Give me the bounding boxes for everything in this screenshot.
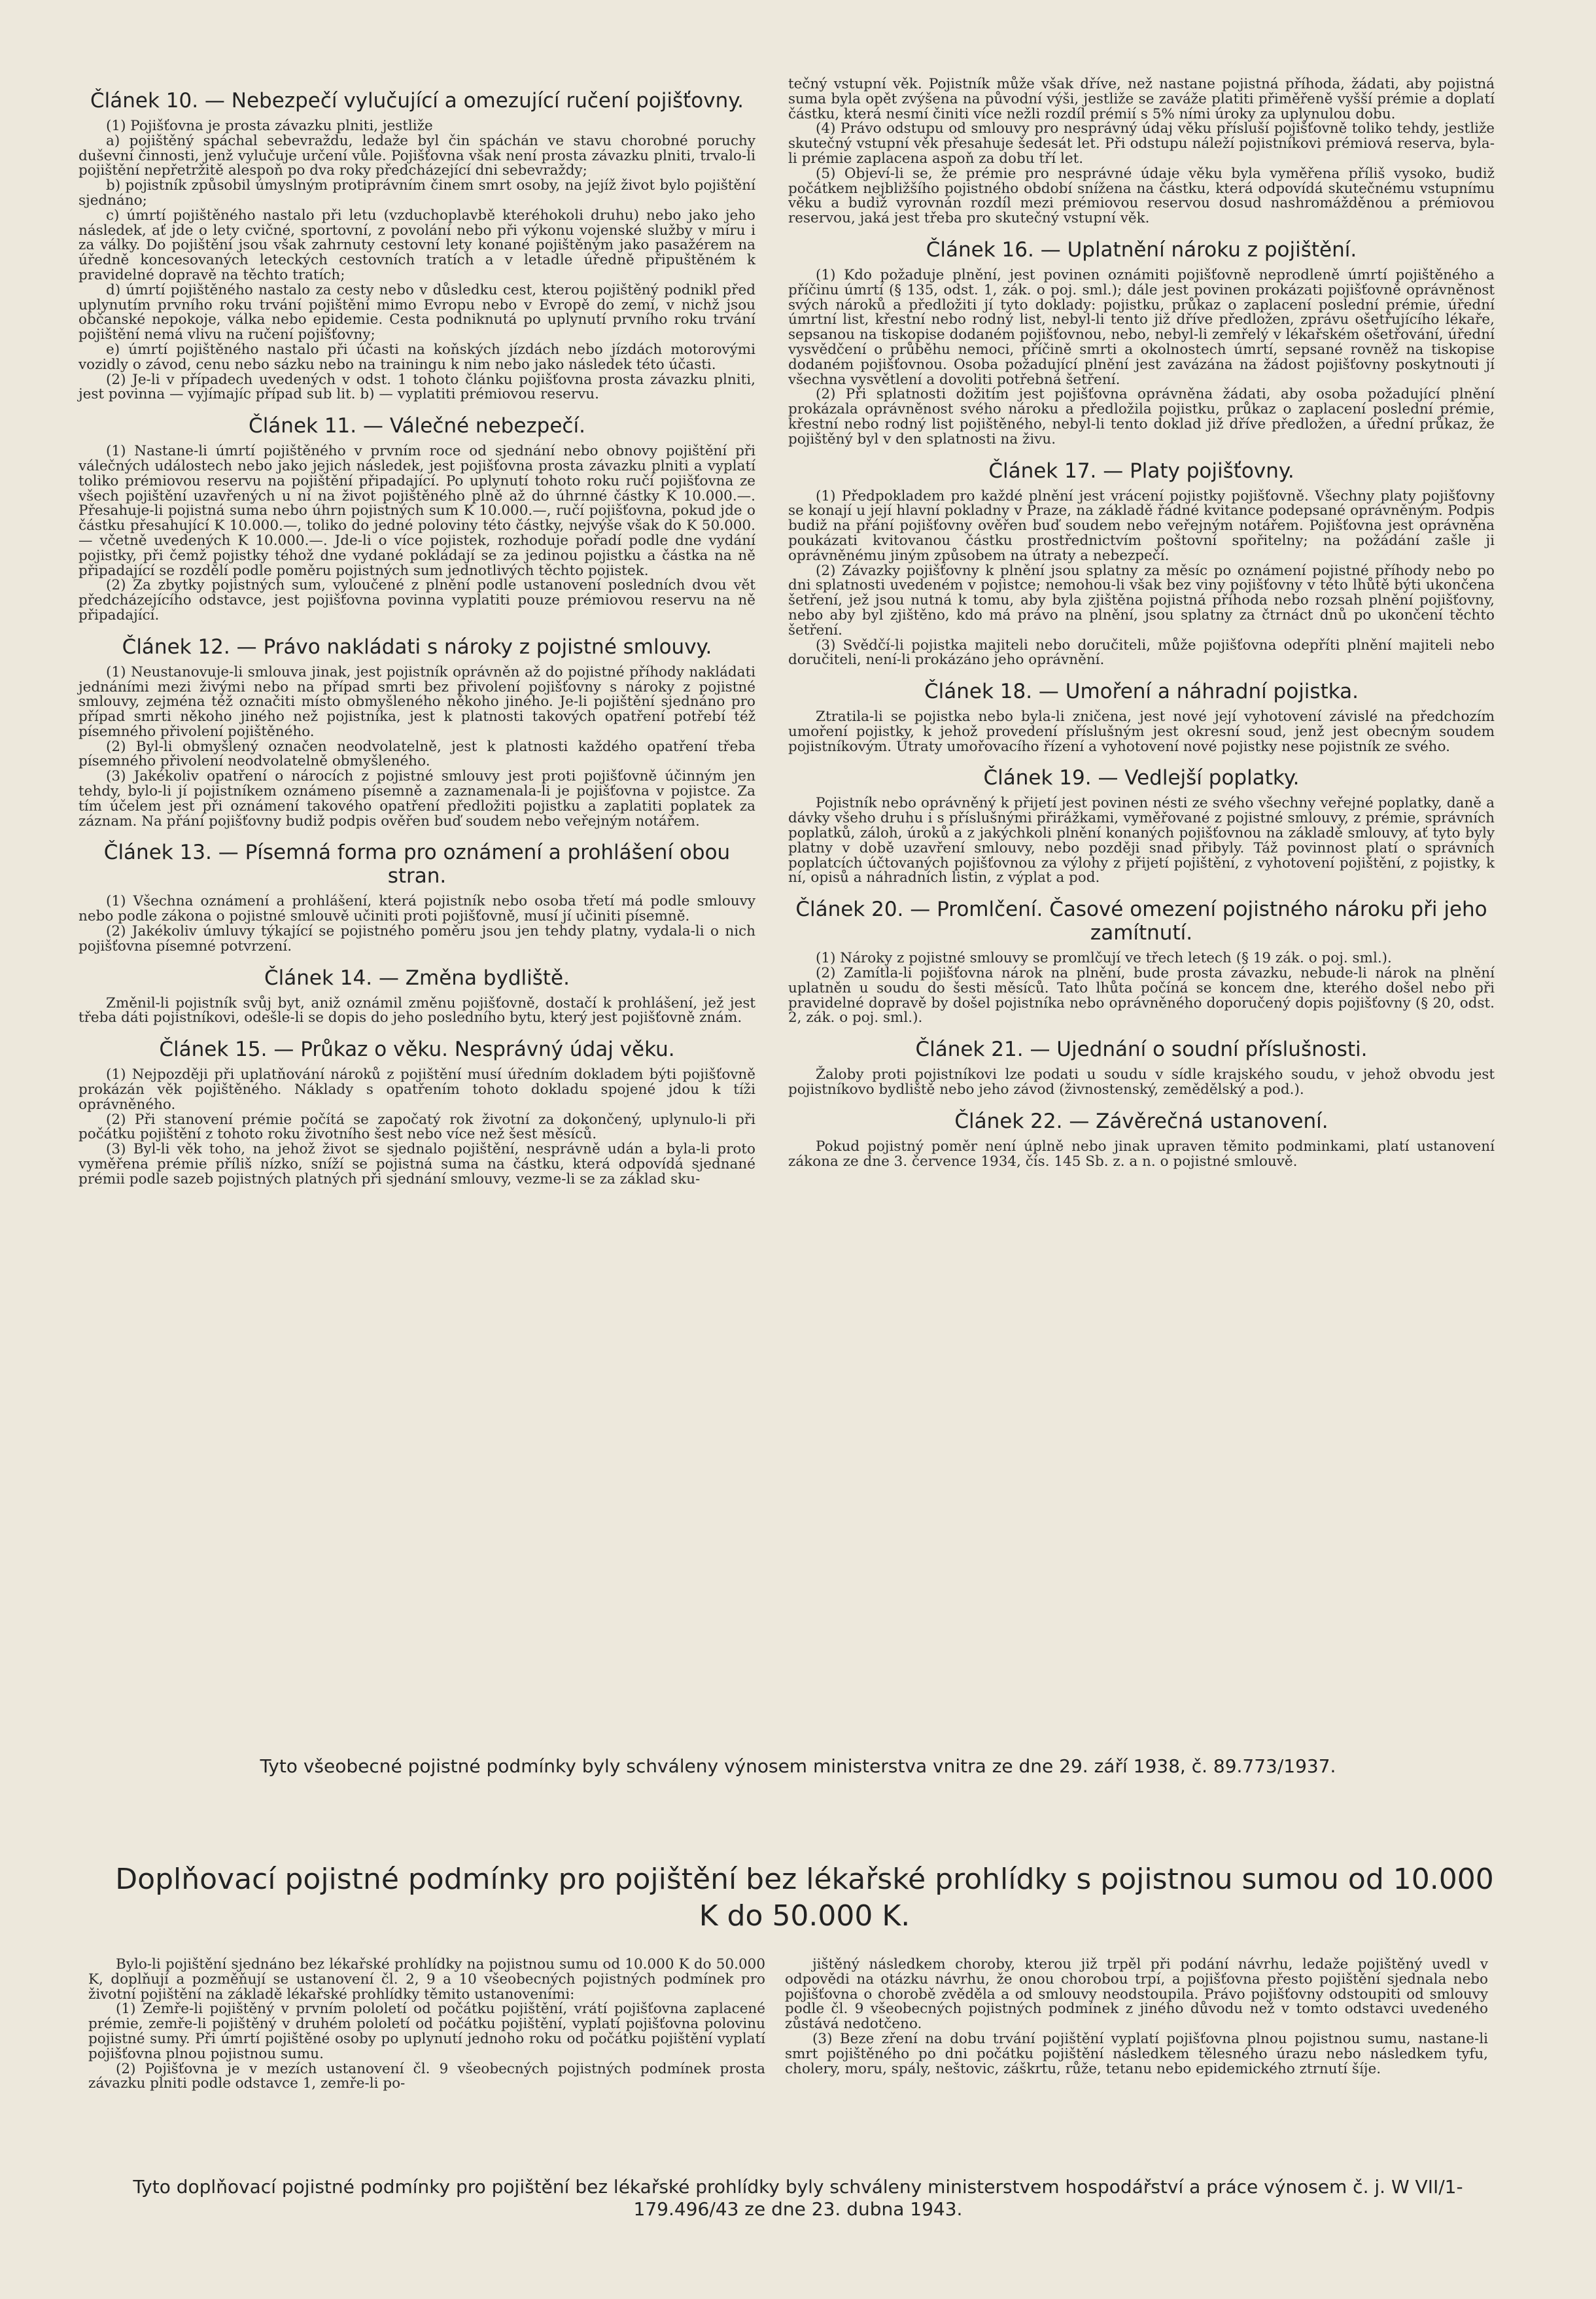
article-paragraph: (1) Nejpozději při uplatňování nároků z pojištění musí úředním dokladem býti pojišťovně prokázán věk pojištěného. Náklady s opatřením tohoto dokladu spojené jdou k tíži oprávněného. bbox=[78, 1066, 755, 1113]
article-paragraph: (1) Pojišťovna je prosta závazku plniti, jestliže bbox=[106, 118, 433, 134]
supplementary-paragraph: (3) Beze zření na dobu trvání pojištění vyplatí pojišťovna plnou pojistnou sumu, nastane-li smrt pojištěného po dni počátku pojištění následkem tělesného úrazu nebo následkem tyfu, cholery, moru, spály, neštovic, záškrtu, růže, tetanu nebo epidemického ztrnutí šíje. bbox=[785, 2030, 1488, 2077]
article-paragraph: (3) Jakékoliv opatření o nárocích z pojistné smlouvy jest proti pojišťovně účinným jen tehdy, bylo-li jí pojistníkem oznámeno písemně a zaznamenala-li je pojišťovna v pojistce. Za tím účelem jest při oznámení takového opatření předložiti pojistku a zaplatiti poplatek za záznam. Na přání pojišťovny budiž podpis ověřen buď soudem nebo veřejným notářem. bbox=[78, 768, 755, 830]
article-heading: Článek 11. — Válečné nebezpečí. bbox=[249, 414, 585, 438]
article-paragraph: (1) Předpokladem pro každé plnění jest vrácení pojistky pojišťovně. Všechny platy pojišťovny se konají u její hlavní pokladny v Praze, na základě řádné kvitance podepsané oprávněným. Podpis budiž na přání pojišťovny ověřen buď soudem nebo veřejným notářem. Pojišťovna jest oprávněna poukázati kvitovanou částku prostřednictvím poštovní spořitelny; na požádání zašle ji oprávněnému jiným způsobem na útraty a nebezpečí. bbox=[788, 487, 1495, 564]
article-heading: Článek 12. — Právo nakládati s nároky z pojistné smlouvy. bbox=[122, 635, 712, 659]
article-heading: Článek 17. — Platy pojišťovny. bbox=[988, 459, 1294, 483]
left-column bbox=[78, 77, 755, 1187]
article-paragraph: (2) Je-li v případech uvedených v odst. 1 tohoto článku pojišťovna prosta závazku plniti, jest povinna — vyjímajíc případ sub lit. b) — vyplatiti prémiovou reservu. bbox=[78, 371, 755, 403]
article-paragraph: (1) Kdo požaduje plnění, jest povinen oznámiti pojišťovně neprodleně úmrtí pojištěného a příčinu úmrtí (§ 135, odst. 1, zák. o poj. sml.); dále jest povinen prokázati pojišťovně oprávněnost svých nároků a předložiti jí tyto doklady: pojistku, průkaz o zaplacení poslední prémie, úřední úmrtní list, křestní nebo rodný list, nebyl-li tento již dříve předložen, zprávu ošetřujícího lékaře, sepsanou na tiskopise dodaném pojišťovnou, nebo, nebyl-li zemřelý v lékařském ošetřování, úřední vysvědčení o průběhu nemoci, příčině smrti a okolnostech úmrtí, sepsané rovněž na tiskopise dodaném pojišťovnou. Osoba požadující plnění jest zavázána na žádost pojišťovny poskytnouti jí všechna vysvětlení a dovoliti potřebná šetření. bbox=[788, 266, 1495, 388]
article-heading: Článek 13. — Písemná forma pro oznámení a prohlášení obou stran. bbox=[103, 841, 731, 888]
article-paragraph: Ztratila-li se pojistka nebo byla-li zničena, jest nové její vyhotovení závislé na předchozím umoření pojistky, k jehož provedení příslušným jest okresní soud, jenž jest obecným soudem pojistníkovým. Útraty umořovacího řízení a vyhotovení nové pojistky nese pojistník ze svého. bbox=[788, 709, 1495, 755]
general-conditions-approval-note: Tyto všeobecné pojistné podmínky byly schváleny výnosem ministerstva vnitra ze dne 29. září 1938, č. 89.773/1937. bbox=[260, 1755, 1336, 1777]
supplementary-paragraph: jištěný následkem choroby, kterou již trpěl při podání návrhu, ledaže pojištěný uvedl v odpovědi na otázku návrhu, že onou chorobou trpí, a pojišťovna přesto pojištění sjednala nebo pojišťovna o chorobě zvěděla a od smlouvy neodstoupila. Právo pojišťovny odstoupiti od smlouvy podle čl. 9 všeobecných pojistných podmínek z jiného důvodu než v tomto odstavci uvedeného zůstává nedotčeno. bbox=[785, 1956, 1488, 2033]
article-heading: Článek 10. — Nebezpečí vylučující a omezující ručení pojišťovny. bbox=[90, 89, 744, 113]
article-heading: Článek 15. — Průkaz o věku. Nesprávný údaj věku. bbox=[159, 1038, 675, 1062]
article-paragraph: e) úmrtí pojištěného nastalo při účasti na koňských jízdách nebo jízdách motorovými vozidly o závod, cenu nebo sázku nebo na trainingu k nim nebo jako následek této účasti. bbox=[78, 341, 755, 373]
article-paragraph: Pojistník nebo oprávněný k přijetí jest povinen nésti ze svého všechny veřejné poplatky, daně a dávky všeho druhu i s příslušnými přirážkami, vyměřované z pojistné smlouvy, z prémie, správních poplatků, záloh, úroků a z jakýchkoli plnění konaných pojišťovnou na základě smlouvy, ať tyto byly platny v době uzavření smlouvy, nebo později snad přibyly. Táž povinnost platí o správních poplatcích účtovaných pojišťovnou za výlohy z přijetí pojištění, z vyhotovení pojištění, z pojistky, k ní, opisů a náhradních listin, z výplat a pod. bbox=[788, 795, 1495, 886]
article-paragraph: b) pojistník způsobil úmyslným protiprávním činem smrt osoby, na jejíž život bylo pojištění sjednáno; bbox=[78, 177, 755, 209]
article-paragraph: (2) Jakékoliv úmluvy týkající se pojistného poměru jsou jen tehdy platny, vydala-li o nich pojišťovna písemné potvrzení. bbox=[78, 923, 755, 955]
article-paragraph: (2) Zamítla-li pojišťovna nárok na plnění, bude prosta závazku, nebude-li nárok na plnění uplatněn u soudu do šesti měsíců. Tato lhůta počíná se koncem dne, kterého došel nebo při pravidelné dopravě by došel pojistníka nebo oprávněného doporučený dopis pojišťovny (§ 20, odst. 2, zák. o poj. sml.). bbox=[788, 965, 1495, 1027]
article-paragraph: (1) Nároky z pojistné smlouvy se promlčují ve třech letech (§ 19 zák. o poj. sml.). bbox=[816, 950, 1392, 967]
supplementary-conditions-title: Doplňovací pojistné podmínky pro pojištění bez lékařské prohlídky s pojistnou sumou od 10.000 K do 50.000 K. bbox=[115, 1863, 1494, 1933]
article-heading: Článek 22. — Závěrečná ustanovení. bbox=[954, 1109, 1328, 1133]
article-paragraph: (2) Závazky pojišťovny k plnění jsou splatny za měsíc po oznámení pojistné příhody nebo po dni splatnosti uvedeném v pojistce; nemohou-li však bez viny pojišťovny v této lhůtě býti ukončena šetření, jež jsou nutná k tomu, aby byla zjištěna pojistná příhoda nebo rozsah plnění pojišťovny, nebo aby byl zjištěno, kdo má právo na plnění, jsou splatny za čtrnáct dnů po ukončení těchto šetření. bbox=[788, 562, 1495, 639]
article-heading: Článek 14. — Změna bydliště. bbox=[264, 966, 570, 990]
article-paragraph: tečný vstupní věk. Pojistník může však dříve, než nastane pojistná příhoda, žádati, aby pojistná suma byla opět zvýšena na původní výši, jestliže se zaváže platiti přiměřeně vyšší prémie a doplatí částku, která nesmí činiti více nežli rozdíl prémií s 5% ními úroky za uplynulou dobu. bbox=[788, 76, 1495, 122]
article-paragraph: (1) Nastane-li úmrtí pojištěného v prvním roce od sjednání nebo obnovy pojištění při válečných událostech nebo jako jejich následek, jest pojišťovna prosta závazku plniti a vyplatí toliko prémiovou reservu na pojištění připadající. Po uplynutí tohoto roku ručí pojišťovna ze všech pojištění uzavřených u ní na život pojištěného plně až do úhrnné částky K 10.000.—. Přesahuje-li pojistná suma nebo úhrn pojistných sum K 10.000.—, ručí pojišťovna, pokud jde o částku přesahující K 10.000.—, toliko do jedné poloviny této částky, nejvýše však do K 50.000.— včetně uvedených K 10.000.—. Jde-li o více pojistek, rozhoduje pořadí podle dne vydání pojistky, při čemž pojistky téhož dne vydané pokládají se za jedinou pojistku a částka na ně připadající se rozdělí podle poměru pojistných sum jednotlivých těchto pojistek. bbox=[78, 443, 755, 579]
supplementary-paragraph: Bylo-li pojištění sjednáno bez lékařské prohlídky na pojistnou sumu od 10.000 K do 50.000 K, doplňují a pozměňují se ustanovení čl. 2, 9 a 10 všeobecných pojistných podmínek pro životní pojištění na základě lékařské prohlídky těmito ustanoveními: bbox=[88, 1956, 765, 2003]
article-paragraph: Žaloby proti pojistníkovi lze podati u soudu v sídle krajského soudu, v jehož obvodu jest pojistníkovo bydliště nebo jeho závod (živnostenský, zemědělský a pod.). bbox=[788, 1066, 1495, 1098]
supplementary-right-column bbox=[785, 1957, 1488, 2077]
article-paragraph: (2) Při splatnosti dožitím jest pojišťovna oprávněna žádati, aby osoba požadující plnění prokázala oprávněnost svého nároku a předložila pojistku, průkaz o zaplacení poslední prémie, křestní nebo rodný list pojištěného, nebyl-li tento doklad již dříve předložen, a úřední průkaz, že pojištěný byl v den splatnosti na živu. bbox=[788, 386, 1495, 448]
article-heading: Článek 20. — Promlčení. Časové omezení pojistného nároku při jeho zamítnutí. bbox=[795, 898, 1487, 945]
article-paragraph: (1) Všechna oznámení a prohlášení, která pojistník nebo osoba třetí má podle smlouvy nebo podle zákona o pojistné smlouvě učiniti proti pojišťovně, musí jí učiniti písemně. bbox=[78, 893, 755, 925]
article-paragraph: Změnil-li pojistník svůj byt, aniž oznámil změnu pojišťovně, dostačí k prohlášení, jež jest třeba dáti pojistníkovi, odešle-li se dopis do jeho posledního bytu, který jest pojišťovně znám. bbox=[78, 994, 755, 1027]
article-paragraph: d) úmrtí pojištěného nastalo za cesty nebo v důsledku cest, kterou pojištěný podnikl před uplynutím prvního roku trvání pojištění mimo Evropu nebo v Evropě do zemí, v nichž jsou občanské nepokoje, válka nebo epidemie. Cesta podniknutá po uplynutí prvního roku trvání pojištění nemá vlivu na ručení pojišťovny; bbox=[78, 281, 755, 343]
supplementary-paragraph: (2) Pojišťovna je v mezích ustanovení čl. 9 všeobecných pojistných podmínek prosta závazku plniti podle odstavce 1, zemře-li po- bbox=[88, 2060, 765, 2092]
supplementary-paragraph: (1) Zemře-li pojištěný v prvním pololetí od počátku pojištění, vrátí pojišťovna zaplacené prémie, zemře-li pojištěný v druhém pololetí od počátku pojištění, vyplatí pojišťovna polovinu pojistné sumy. Při úmrtí pojištěné osoby po uplynutí jednoho roku od počátku pojištění vyplatí pojišťovna plnou pojistnou sumu. bbox=[88, 2001, 765, 2062]
article-paragraph: (3) Byl-li věk toho, na jehož život se sjednalo pojištění, nesprávně udán a byla-li proto vyměřena prémie příliš nízko, sníží se pojistná suma na částku, která odpovídá sjednané prémii podle sazeb pojistných platných při sjednání smlouvy, vezme-li se za základ sku- bbox=[78, 1141, 755, 1187]
article-paragraph: (2) Byl-li obmyšlený označen neodvolatelně, jest k platnosti každého opatření třeba písemného přivolení neodvolatelně obmyšleného. bbox=[78, 738, 755, 770]
article-paragraph: Pokud pojistný poměr není úplně nebo jinak upraven těmito podminkami, platí ustanovení zákona ze dne 3. července 1934, čís. 145 Sb. z. a n. o pojistné smlouvě. bbox=[788, 1138, 1495, 1170]
supplementary-conditions-approval-note: Tyto doplňovací pojistné podmínky pro pojištění bez lékařské prohlídky byly schváleny ministerstvem hospodářství a práce výnosem č. j. W VII/1-179.496/43 ze dne 23. dubna 1943. bbox=[133, 2176, 1463, 2220]
right-column bbox=[788, 77, 1495, 1169]
article-paragraph: (2) Při stanovení prémie počítá se započatý rok životní za dokončený, uplynulo-li při počátku pojištění z tohoto roku životního šest nebo více než šest měsíců. bbox=[78, 1111, 755, 1143]
article-heading: Článek 16. — Uplatnění nároku z pojištění. bbox=[926, 237, 1357, 262]
article-paragraph: a) pojištěný spáchal sebevraždu, ledaže byl čin spáchán ve stavu chorobné poruchy duševní činnosti, jenž vylučuje určení vůle. Pojišťovna však není prosta závazku plniti, trvalo-li pojištění nepřetržitě alespoň po dva roky předcházející dni sebevraždy; bbox=[78, 132, 755, 179]
article-heading: Článek 21. — Ujednání o soudní příslušnosti. bbox=[915, 1038, 1368, 1062]
article-paragraph: (4) Právo odstupu od smlouvy pro nesprávný údaj věku přísluší pojišťovně toliko tehdy, jestliže skutečný vstupní věk přesahuje šedesát let. Při odstupu náleží pojistníkovi prémiová reserva, byla-li prémie zaplacena aspoň za dobu tří let. bbox=[788, 120, 1495, 167]
article-heading: Článek 19. — Vedlejší poplatky. bbox=[983, 766, 1300, 790]
supplementary-left-column bbox=[88, 1957, 765, 2092]
article-paragraph: (1) Neustanovuje-li smlouva jinak, jest pojistník oprávněn až do pojistné příhody nakládati jednáními mezi živými nebo na případ smrti bez přivolení pojišťovny s nároky z pojistné smlouvy, zejména též označiti místo obmyšleného někoho jiného. Je-li pojištění sjednáno pro případ smrti někoho jiného než pojistníka, jest k platnosti takových opatření potřebí též písemného přivolení pojištěného. bbox=[78, 663, 755, 740]
article-paragraph: (3) Svědčí-li pojistka majiteli nebo doručiteli, může pojišťovna odepříti plnění majiteli nebo doručiteli, není-li prokázáno jeho oprávnění. bbox=[788, 637, 1495, 669]
article-paragraph: (5) Objeví-li se, že prémie pro nesprávné údaje věku byla vyměřena příliš vysoko, budiž počátkem nejbližšího pojistného období snížena na částku, která odpovídá skutečnému vstupnímu věku a budiž vyrovnán rozdíl mezi prémiovou reservou dosud nashromážděnou a prémiovou reservou, jaká jest třeba pro skutečný vstupní věk. bbox=[788, 165, 1495, 227]
article-paragraph: c) úmrtí pojištěného nastalo při letu (vzduchoplavbě kteréhokoli druhu) nebo jako jeho následek, ať jde o lety cvičné, sportovní, z povolání nebo při výkonu vojenské služby v míru i za války. Do pojištění jsou však zahrnuty cestovní lety konané pojištěným jako pasažérem na úředně koncesovaných leteckých cestovních tratích a v letadle úředně připuštěném k pravidelné dopravě na těchto tratích; bbox=[78, 207, 755, 283]
article-heading: Článek 18. — Umoření a náhradní pojistka. bbox=[924, 680, 1359, 704]
article-paragraph: (2) Za zbytky pojistných sum, vyloučené z plnění podle ustanovení posledních dvou vět předcházejícího odstavce, jest pojišťovna povinna vyplatiti pouze prémiovou reservu na ně připadající. bbox=[78, 577, 755, 623]
